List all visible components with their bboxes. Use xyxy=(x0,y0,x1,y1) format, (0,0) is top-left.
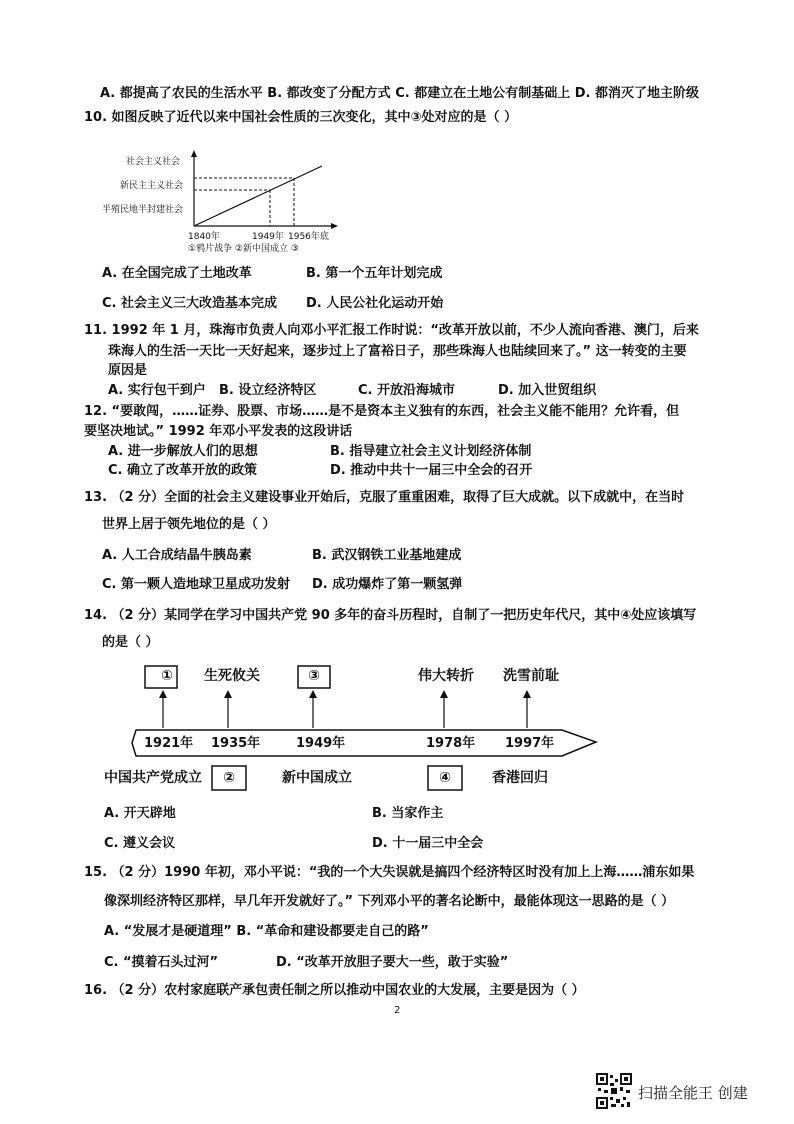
q14-option-c: C. 遵义会议 xyxy=(104,836,176,851)
q13-option-b: B. 武汉钢铁工业基地建成 xyxy=(312,548,462,563)
q14-line1: 14. （2 分）某同学在学习中国共产党 90 多年的奋斗历程时，自制了一把历史年代尺，其中④处应该填写 xyxy=(84,608,697,623)
timeline-top-weida: 伟大转折 xyxy=(418,668,474,684)
q13-option-c: C. 第一颗人造地球卫星成功发射 xyxy=(102,577,291,592)
q14-option-d: D. 十一届三中全会 xyxy=(372,836,484,851)
q11-line2: 珠海人的生活一天比一天好起来，逐步过上了富裕日子，那些珠海人也陆续回来了。” 这一转变的主要 xyxy=(108,344,687,359)
q11-option-b: B. 设立经济特区 xyxy=(219,383,317,398)
timeline-box1-label: ① xyxy=(161,668,173,684)
q13-option-d: D. 成功爆炸了第一颗氢弹 xyxy=(312,577,463,592)
chart-x-label-1949: 1949年 xyxy=(252,232,284,242)
chart-y-label-new-democracy: 新民主主义社会 xyxy=(120,181,184,191)
chart-y-label-semi-colonial: 半殖民地半封建社会 xyxy=(102,205,184,215)
q10-option-b: B. 第一个五年计划完成 xyxy=(306,266,443,281)
q13-line1: 13. （2 分）全面的社会主义建设事业开始后，克服了重重困难，取得了巨大成就。以下成就中，在当时 xyxy=(84,490,685,505)
q12-option-c: C. 确立了改革开放的政策 xyxy=(108,463,258,478)
q15-option-ab: A. “发展才是硬道理” B. “革命和建设都要走自己的路” xyxy=(104,924,429,939)
q16-line1: 16. （2 分）农村家庭联产承包责任制之所以推动中国农业的大发展，主要是因为（ ） xyxy=(84,983,585,998)
q9-options: A. 都提高了农民的生活水平 B. 都改变了分配方式 C. 都建立在土地公有制基础上 D. 都消灭了地主阶级 xyxy=(100,86,699,101)
q15-line1: 15. （2 分）1990 年初，邓小平说：“我的一个大失误就是搞四个经济特区时没有加上上海……浦东如果 xyxy=(84,865,695,880)
chart-axes xyxy=(186,148,346,238)
chart-x-label-1956: 1956年底 xyxy=(288,232,329,242)
q13-option-a: A. 人工合成结晶牛胰岛素 xyxy=(102,548,252,563)
q15-line2: 像深圳经济特区那样，早几年开发就好了。” 下列邓小平的著名论断中，最能体现这一思路的是（ ） xyxy=(104,894,675,909)
q10-option-d: D. 人民公社化运动开始 xyxy=(306,296,444,311)
timeline-top-shengsi: 生死攸关 xyxy=(204,668,260,684)
q12-option-a: A. 进一步解放人们的思想 xyxy=(108,444,258,459)
q14-line2: 的是（ ） xyxy=(102,635,159,650)
q12-option-b: B. 指导建立社会主义计划经济体制 xyxy=(330,444,532,459)
chart-trend-line xyxy=(194,166,322,226)
q13-line2: 世界上居于领先地位的是（ ） xyxy=(102,517,276,532)
q15-option-d: D. “改革开放胆子要大一些，敢于实验” xyxy=(276,955,509,970)
q11-option-d: D. 加入世贸组织 xyxy=(498,383,597,398)
timeline-bottom-hk: 香港回归 xyxy=(492,770,548,786)
q11-line3: 原因是 xyxy=(108,363,148,378)
timeline-year-1921: 1921年 xyxy=(144,736,194,751)
q10-stem: 10. 如图反映了近代以来中国社会性质的三次变化，其中③处对应的是（ ） xyxy=(84,110,518,125)
q12-option-d: D. 推动中共十一届三中全会的召开 xyxy=(330,463,533,478)
timeline-box4-label: ④ xyxy=(439,770,451,786)
timeline-year-1949: 1949年 xyxy=(296,736,346,751)
q12-line1: 12. “要敢闯，……证券、股票、市场……是不是资本主义独有的东西，社会主义能不能用？允许看，但 xyxy=(84,404,680,419)
chart-x-notes: ①鸦片战争 ②新中国成立 ③ xyxy=(188,244,299,254)
q10-option-a: A. 在全国完成了土地改革 xyxy=(102,266,252,281)
page-number: 2 xyxy=(394,1005,401,1016)
timeline-bottom-party: 中国共产党成立 xyxy=(104,770,202,786)
timeline-box2-label: ② xyxy=(223,770,235,786)
q11-option-a: A. 实行包干到户 xyxy=(108,383,206,398)
q11-option-c: C. 开放沿海城市 xyxy=(358,383,456,398)
watermark-text: 扫描全能王 创建 xyxy=(638,1084,748,1102)
timeline-bottom-newchina: 新中国成立 xyxy=(282,770,352,786)
timeline-box3-label: ③ xyxy=(308,668,320,684)
qr-code-icon xyxy=(596,1073,632,1109)
q10-option-c: C. 社会主义三大改造基本完成 xyxy=(102,296,278,311)
timeline-year-1935: 1935年 xyxy=(211,736,261,751)
timeline-year-1997: 1997年 xyxy=(505,736,555,751)
q15-option-c: C. “摸着石头过河” xyxy=(104,955,219,970)
q12-line2: 要坚决地试。” 1992 年邓小平发表的这段讲话 xyxy=(84,424,353,439)
chart-y-label-socialism: 社会主义社会 xyxy=(126,157,181,167)
timeline-year-1978: 1978年 xyxy=(426,736,476,751)
chart-x-label-1840: 1840年 xyxy=(188,232,220,242)
q11-line1: 11. 1992 年 1 月，珠海市负责人向邓小平汇报工作时说：“改革开放以前，不少人流向香港、澳门，后来 xyxy=(84,323,699,338)
q14-option-a: A. 开天辟地 xyxy=(104,806,176,821)
timeline-top-xixue: 洗雪前耻 xyxy=(503,668,559,684)
q14-option-b: B. 当家作主 xyxy=(372,806,444,821)
